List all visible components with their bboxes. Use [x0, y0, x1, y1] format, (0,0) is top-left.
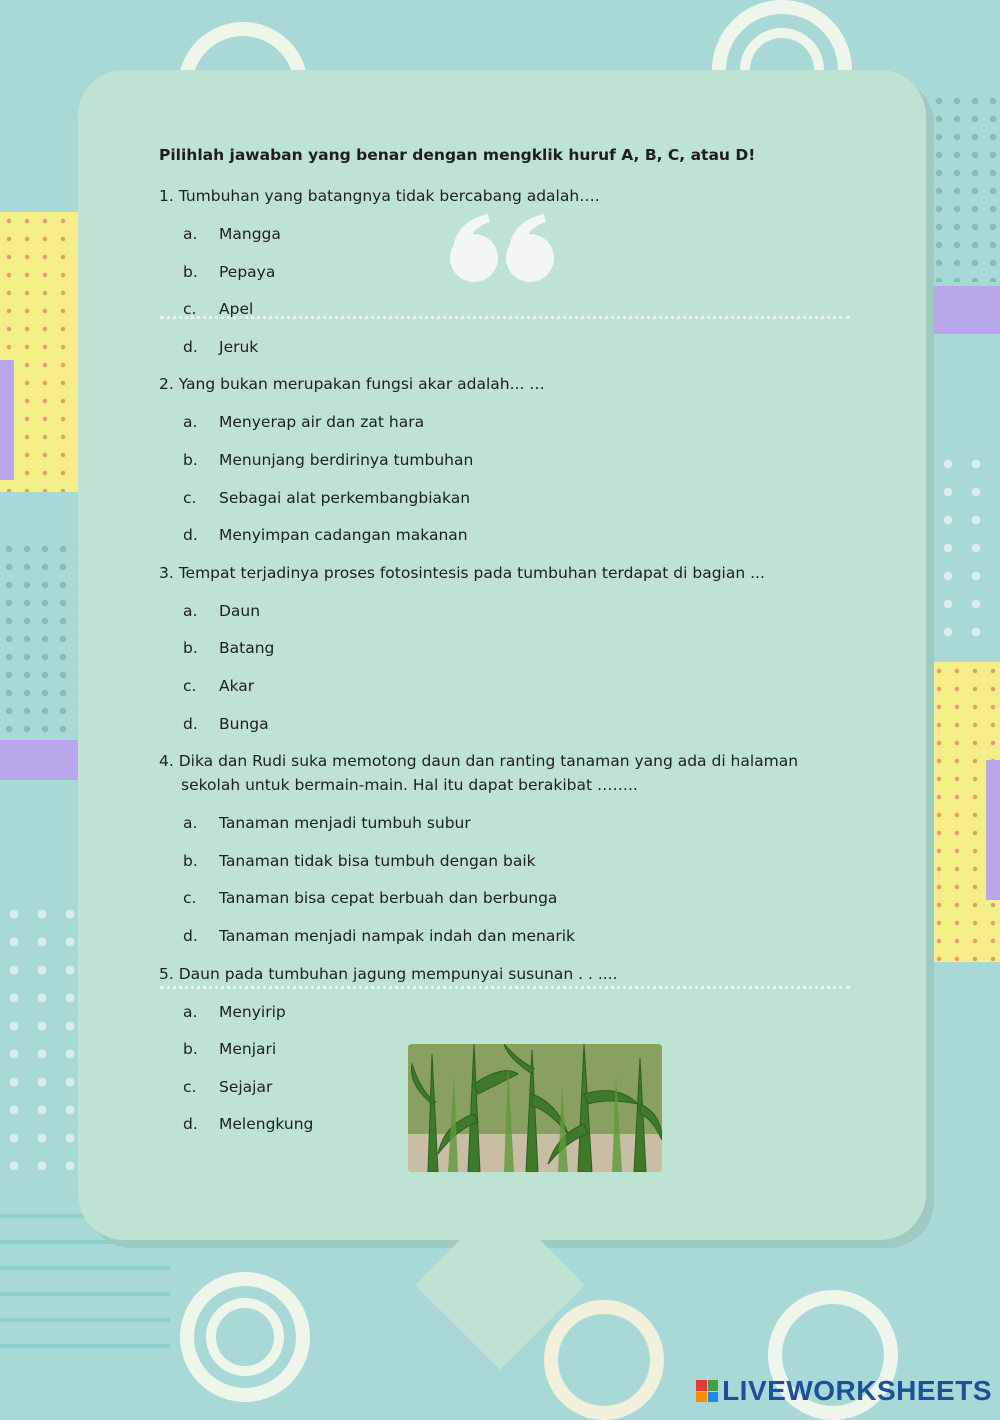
option-label: Tanaman menjadi nampak indah dan menarik: [219, 926, 575, 945]
purple-band-right-2: [986, 760, 1000, 900]
option-label: Jeruk: [219, 337, 259, 356]
option-d[interactable]: [159, 924, 849, 948]
option-letter[interactable]: c.: [183, 300, 197, 319]
ring-bottom-center: [544, 1300, 664, 1420]
option-b[interactable]: [159, 448, 849, 472]
purple-band-right: [930, 286, 1000, 334]
question-text: 5. Daun pada tumbuhan jagung mempunyai susunan . . ....: [159, 964, 618, 983]
option-label: Bunga: [219, 714, 269, 733]
option-b[interactable]: [159, 849, 849, 873]
option-label: Daun: [219, 601, 261, 620]
option-letter[interactable]: b.: [183, 851, 198, 870]
option-letter[interactable]: b.: [183, 262, 198, 281]
option-a[interactable]: [159, 811, 849, 835]
option-letter[interactable]: d.: [183, 526, 198, 545]
option-d[interactable]: [159, 335, 849, 359]
question-1: [159, 184, 849, 359]
question-text: 1. Tumbuhan yang batangnya tidak bercabang adalah….: [159, 187, 600, 205]
option-c[interactable]: [159, 674, 849, 698]
question-4: [159, 749, 849, 948]
option-b[interactable]: [159, 636, 849, 660]
option-label: Mangga: [219, 225, 281, 243]
option-letter[interactable]: d.: [183, 1115, 198, 1134]
option-d[interactable]: [159, 712, 849, 736]
purple-band-left: [0, 740, 78, 780]
option-c[interactable]: [159, 886, 849, 910]
option-letter[interactable]: b.: [183, 450, 198, 469]
option-label: Tanaman tidak bisa tumbuh dengan baik: [219, 851, 536, 870]
quiz-content: [159, 146, 849, 1150]
option-label: Apel: [219, 300, 254, 319]
option-label: Tanaman menjadi tumbuh subur: [219, 814, 471, 833]
option-letter[interactable]: a.: [183, 601, 198, 620]
option-letter[interactable]: a.: [183, 413, 198, 432]
option-label: Melengkung: [219, 1115, 314, 1134]
option-c[interactable]: [159, 486, 849, 510]
option-label: Sebagai alat perkembangbiakan: [219, 488, 471, 507]
option-a[interactable]: [159, 1000, 849, 1024]
brand-name: LIVEWORKSHEETS: [722, 1375, 992, 1406]
option-a[interactable]: [159, 222, 849, 246]
option-d[interactable]: [159, 523, 849, 547]
option-letter[interactable]: c.: [183, 889, 197, 908]
option-a[interactable]: [159, 410, 849, 434]
option-letter[interactable]: c.: [183, 488, 197, 507]
option-label: Menyerap air dan zat hara: [219, 413, 425, 432]
option-letter[interactable]: a.: [183, 1002, 198, 1021]
dot-grid-bottom-left: [0, 900, 78, 1170]
option-label: Menyirip: [219, 1002, 286, 1021]
option-label: Sejajar: [219, 1077, 273, 1096]
liveworksheets-logo: [696, 1375, 992, 1407]
question-3: [159, 561, 849, 736]
option-letter[interactable]: b.: [183, 639, 198, 658]
option-b[interactable]: [159, 260, 849, 284]
ring-bottom-left-inner: [206, 1298, 284, 1376]
question-2: [159, 372, 849, 547]
option-label: Menyimpan cadangan makanan: [219, 526, 468, 545]
option-letter[interactable]: a.: [183, 225, 198, 243]
dot-grid-top-right: [930, 92, 1000, 282]
dot-grid-left: [0, 540, 78, 740]
purple-band-left-2: [0, 360, 14, 480]
instruction-text: Pilihlah jawaban yang benar dengan mengklik huruf A, B, C, atau D!: [159, 146, 756, 164]
question-text: 2. Yang bukan merupakan fungsi akar adalah... …: [159, 375, 545, 394]
option-label: Menjari: [219, 1040, 277, 1059]
dot-grid-right: [934, 450, 1000, 650]
option-letter[interactable]: b.: [183, 1040, 198, 1059]
option-label: Menunjang berdirinya tumbuhan: [219, 450, 474, 469]
option-letter[interactable]: c.: [183, 1077, 197, 1096]
question-text: 4. Dika dan Rudi suka memotong daun dan ranting tanaman yang ada di halaman sekolah untuk bermain-main. Hal itu dapat berakibat ……..: [159, 752, 799, 795]
corn-leaves-photo: [408, 1044, 662, 1172]
option-letter[interactable]: d.: [183, 714, 198, 733]
option-letter[interactable]: c.: [183, 676, 197, 695]
corn-leaves-illustration: [408, 1044, 662, 1172]
option-a[interactable]: [159, 599, 849, 623]
option-letter[interactable]: d.: [183, 337, 198, 356]
question-text: 3. Tempat terjadinya proses fotosintesis pada tumbuhan terdapat di bagian ...: [159, 563, 765, 582]
option-letter[interactable]: d.: [183, 926, 198, 945]
liveworksheets-mark-icon: [696, 1380, 718, 1402]
option-letter[interactable]: a.: [183, 814, 198, 833]
option-label: Tanaman bisa cepat berbuah dan berbunga: [219, 889, 558, 908]
option-c[interactable]: [159, 297, 849, 321]
option-label: Pepaya: [219, 262, 276, 281]
option-label: Batang: [219, 639, 275, 658]
option-label: Akar: [219, 676, 255, 695]
